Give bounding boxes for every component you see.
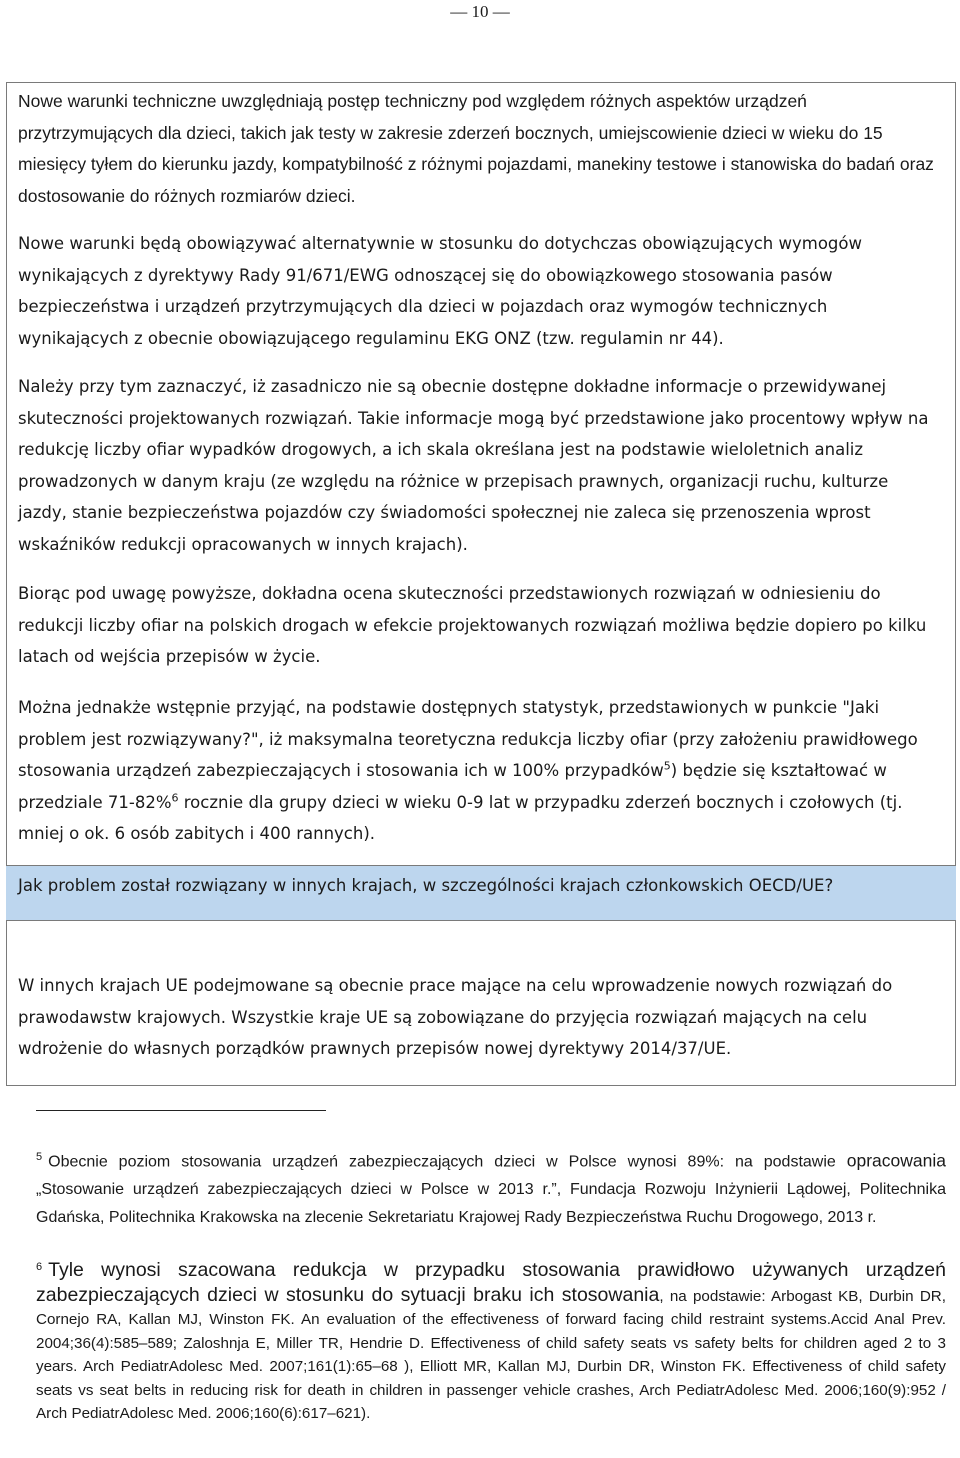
footnote-ref-6[interactable]: 6 [171,791,179,804]
paragraph-new-conditions: Nowe warunki będą obowiązywać alternatywnie w stosunku do dotychczas obowiązujących wymogów wynikających z dyrektywy Rady 91/671/EWG odnoszącej się do obowiązkowego stosowania pasów bezpieczeństwa i urządzeń przytrzymujących dla dzieci w pojazdach oraz wymogów technicznych wynikających z obecnie obowiązującego regulaminu EKG ONZ (tzw. regulamin nr 44). [18,234,862,348]
paragraph-reduction-estimate [18,692,936,850]
footnote-ref-5[interactable]: 5 [663,759,671,773]
page-number: — 10 — [450,2,510,21]
paragraph-other-countries: W innych krajach UE podejmowane są obecnie prace mające na celu wprowadzenie nowych rozwiązań do prawodawstw krajowych. Wszystkie kraje UE są zobowiązane do przyjęcia rozwiązań mających na celu wdrożenie do własnych porządków prawnych przepisów nowej dyrektywy 2014/37/UE. [18,976,893,1058]
reduction-text-part1: Można jednakże wstępnie przyjąć, na podstawie dostępnych statystyk, przedstawionych w punkcie "Jaki problem jest rozwiązywany?", iż maksymalna teoretyczna redukcja liczby ofiar (przy założeniu prawidłowego stosowania urządzeń zabezpieczających i stosowania ich w 100% przypadków [18,698,918,780]
section-question: Jak problem został rozwiązany w innych krajach, w szczególności krajach członkowskich OECD/UE? [18,876,834,895]
paragraph-technical-conditions: Nowe warunki techniczne uwzględniają postęp techniczny pod względem różnych aspektów urządzeń przytrzymujących dla dzieci, takich jak testy w zakresie zderzeń bocznych, umiejscowienie dzieci w wieku do 15 miesięcy tyłem do kierunku jazdy, kompatybilność z różnymi pojazdami, manekiny testowe i stanowiska do badań oraz dostosowanie do różnych rozmiarów dzieci. [18,91,934,206]
footnote-6-text-b: , na podstawie: Arbogast KB, Durbin DR, Cornejo RA, Kallan MJ, Winston FK. An evaluation of the effectiveness of forward facing child restraint systems.Accid Anal Prev. 2004;36(4):585–589; Zaloshnja E, Miller TR, Hendrie D. Effectiveness of child safety seats vs safety belts for children aged 2 to 3 years. Arch PediatrAdolesc Med. 2007;161(1):65–68 ), Elliott MR, Kallan MJ, Durbin DR, Winston FK. Effectiveness of child safety seats vs seat belts in reducing risk for death in children in passenger vehicle crashes, Arch PediatrAdolesc Med. 2006;160(9):952 / Arch PediatrAdolesc Med. 2006;160(6):617–621). [36,1287,946,1423]
footnote-6 [36,1256,946,1426]
paragraph-effectiveness-info: Należy przy tym zaznaczyć, iż zasadniczo nie są obecnie dostępne dokładne informacje o przewidywanej skuteczności projektowanych rozwiązań. Takie informacje mogą być przedstawione jako procentowy wpływ na redukcję liczby ofiar wypadków drogowych, a ich skala określana jest na podstawie wieloletnich analiz prowadzonych w danym kraju (ze względu na różnice w przepisach prawnych, organizacji ruchu, kulturze jazdy, stanie bezpieczeństwa pojazdów czy świadomości społecznej nie zaleca się przenoszenia wprost wskaźników redukcji opracowanych w innych krajach). [18,377,929,554]
paragraph-assessment: Biorąc pod uwagę powyższe, dokładna ocena skuteczności przedstawionych rozwiązań w odniesieniu do redukcji liczby ofiar na polskich drogach w efekcie projektowanych rozwiązań możliwa będzie dopiero po kilku latach od wejścia przepisów w życie. [18,584,927,666]
footnote-5-text-b: opracowania [846,1150,946,1171]
section-question-bar [6,865,956,921]
footnote-5-text-a: Obecnie poziom stosowania urządzeń zabezpieczających dzieci w Polsce wynosi 89%: na podstawie [48,1153,836,1171]
footnote-5 [36,1143,946,1232]
reduction-text-part2: ) będzie się kształtować w przedziale 71-82% [18,761,887,812]
reduction-text-part3: rocznie dla grupy dzieci w wieku 0-9 lat w przypadku zderzeń bocznych i czołowych (tj. mniej o ok. 6 osób zabitych i 400 rannych). [18,792,903,843]
footnote-6-number: 6 [36,1261,43,1273]
footnote-5-number: 5 [36,1151,43,1163]
footnote-5-text-c: „Stosowanie urządzeń zabezpieczających dzieci w Polsce w 2013 r.”, Fundacja Rozwoju Inżynierii Lądowej, Politechnika Gdańska, Politechnika Krakowska na zlecenie Sekretariatu Krajowej Rady Bezpieczeństwa Ruchu Drogowego, 2013 r. [36,1181,946,1227]
footnote-separator [36,1110,326,1111]
footnote-6-text-a: Tyle wynosi szacowana redukcja w przypadku stosowania prawidłowo używanych urządzeń zabezpieczających dzieci w stosunku do sytuacji braku ich stosowania [36,1259,946,1306]
